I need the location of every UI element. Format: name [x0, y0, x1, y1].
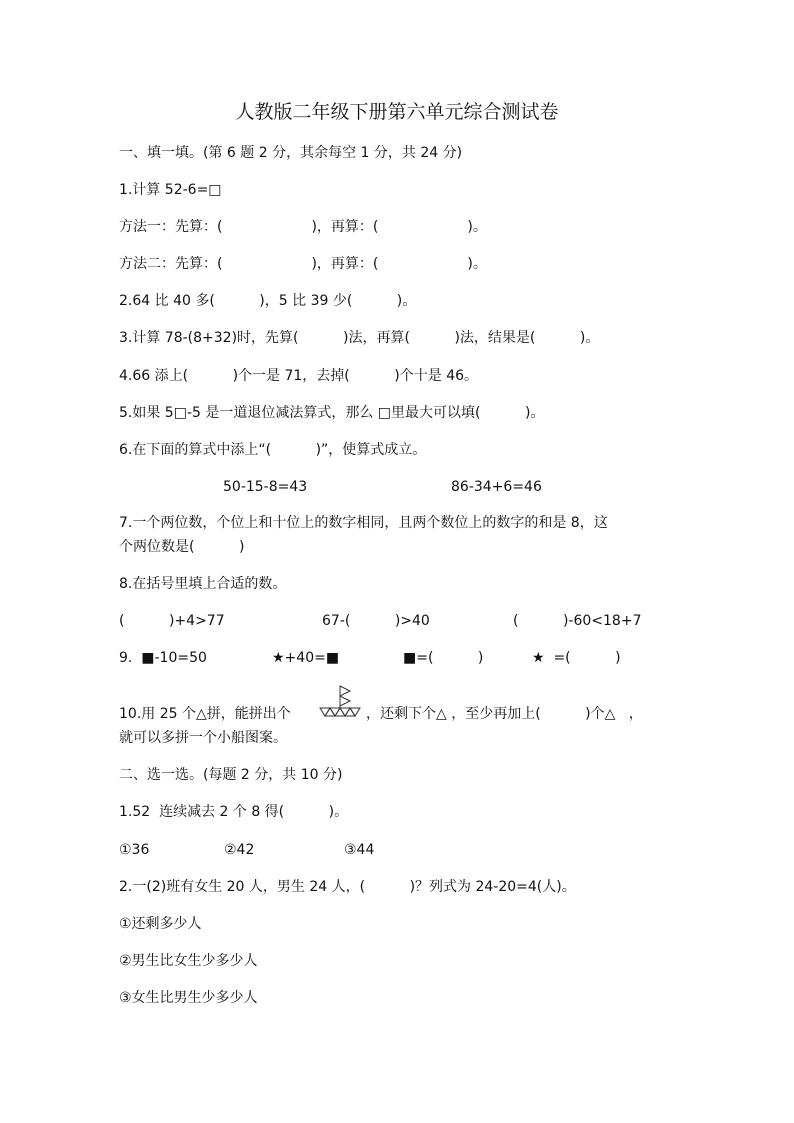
question-9-item-d: ★ =( ): [532, 650, 621, 666]
question-8-item-c: ( )-60<18+7: [513, 613, 642, 629]
question-2: 2.64 比 40 多( )，5 比 39 少( )。: [119, 293, 417, 309]
question-6-equation-1: 50-15-8=43: [223, 479, 308, 495]
question-9-item-a: 9. ■-10=50: [119, 650, 207, 666]
question-10-part-a: 10.用 25 个△拼，能拼出个: [119, 706, 291, 722]
question-8-item-b: 67-( )>40: [322, 613, 430, 629]
question-8-item-a: ( )+4>77: [119, 613, 225, 629]
section2-question-2-option-1: ①还剩多少人: [119, 916, 202, 932]
question-6: 6.在下面的算式中添上“( )”，使算式成立。: [119, 442, 427, 458]
boat-triangles-icon: [318, 684, 362, 720]
section2-question-2: 2.一(2)班有女生 20 人，男生 24 人，( )？列式为 24-20=4(人)。: [119, 879, 576, 895]
question-7-line-2: 个两位数是( ): [119, 539, 245, 555]
question-10-line-2: 就可以多拼一个小船图案。: [119, 730, 287, 746]
question-9-item-b: ★+40=■: [272, 650, 340, 666]
question-5: 5.如果 5□-5 是一道退位减法算式，那么 □里最大可以填( )。: [119, 405, 545, 421]
section2-question-2-option-2: ②男生比女生少多少人: [119, 953, 258, 969]
question-3: 3.计算 78-(8+32)时，先算( )法，再算( )法，结果是( )。: [119, 330, 600, 346]
section2-question-2-option-3: ③女生比男生少多少人: [119, 990, 258, 1006]
page-title: 人教版二年级下册第六单元综合测试卷: [235, 101, 559, 123]
section2-heading: 二、选一选。(每题 2 分，共 10 分): [119, 767, 343, 783]
question-1-method-1: 方法一：先算：( )，再算：( )。: [119, 219, 487, 235]
question-1: 1.计算 52-6=□: [119, 182, 222, 198]
question-9-item-c: ■=( ): [403, 650, 484, 666]
section2-question-1-option-2: ②42: [224, 842, 255, 858]
question-4: 4.66 添上( )个一是 71，去掉( )个十是 46。: [119, 368, 479, 384]
question-6-equation-2: 86-34+6=46: [451, 479, 542, 495]
question-8: 8.在括号里填上合适的数。: [119, 576, 287, 592]
section2-question-1: 1.52 连续减去 2 个 8 得( )。: [119, 804, 349, 820]
section2-question-1-option-1: ①36: [119, 842, 150, 858]
section1-heading: 一、填一填。(第 6 题 2 分，其余每空 1 分，共 24 分): [119, 145, 463, 161]
question-7-line-1: 7.一个两位数，个位上和十位上的数字相同，且两个数位上的数字的和是 8，这: [119, 515, 608, 531]
question-1-method-2: 方法二：先算：( )，再算：( )。: [119, 256, 487, 272]
question-10-part-b: ，还剩下个△ ，至少再加上( )个△ ，: [366, 706, 643, 722]
section2-question-1-option-3: ③44: [344, 842, 375, 858]
